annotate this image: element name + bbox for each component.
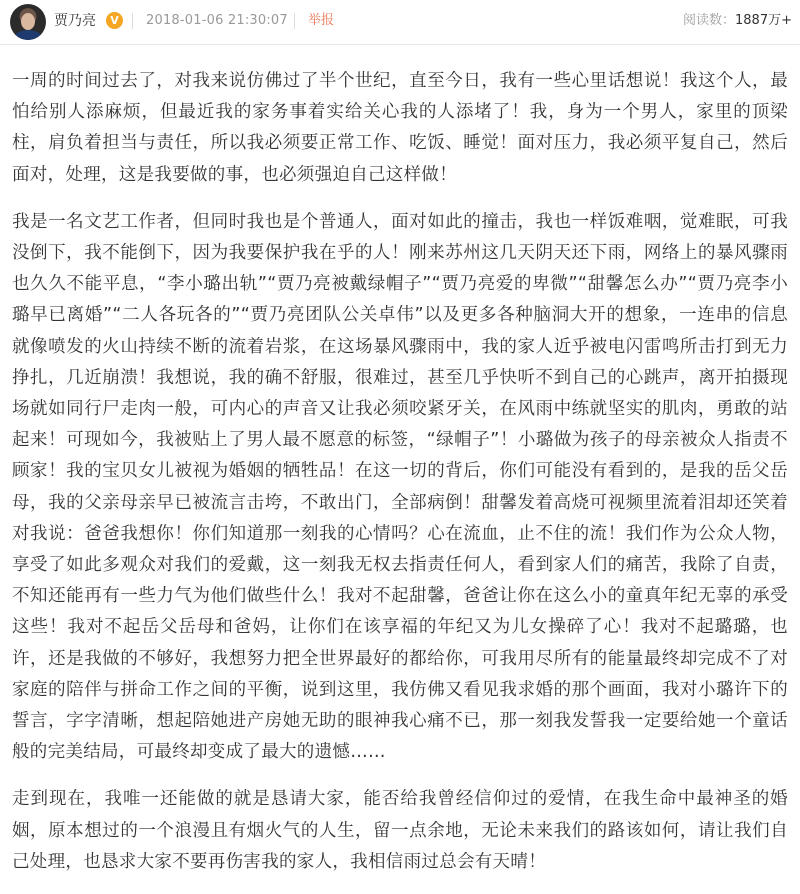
read-count bbox=[683, 11, 792, 31]
report-button[interactable]: 举报 bbox=[308, 13, 335, 28]
post-content bbox=[12, 66, 788, 894]
post-header bbox=[0, 0, 800, 45]
header-divider bbox=[132, 13, 133, 29]
user-avatar[interactable] bbox=[10, 4, 46, 40]
verified-badge-icon: V bbox=[106, 12, 123, 29]
username-link[interactable]: 贾乃亮 bbox=[54, 13, 96, 29]
avatar-body-shape bbox=[14, 30, 42, 40]
post-timestamp: 2018-01-06 21:30:07 bbox=[146, 13, 288, 28]
read-count-label: 阅读数： bbox=[683, 13, 736, 28]
read-count-value: 1887万+ bbox=[735, 13, 792, 28]
post-paragraph: 一周的时间过去了，对我来说仿佛过了半个世纪，直至今日，我有一些心里话想说！我这个人，最怕给别人添麻烦，但最近我的家务事着实给关心我的人添堵了！我，身为一个男人，家里的顶梁柱，肩负着担当与责任，所以我必须要正常工作、吃饭、睡觉！面对压力，我必须平复自己，然后面对，处理，这是我要做的事，也必须强迫自己这样做！ bbox=[12, 71, 788, 185]
post-paragraph: 我是一名文艺工作者，但同时我也是个普通人，面对如此的撞击，我也一样饭难咽，觉难眠，可我没倒下，我不能倒下，因为我要保护我在乎的人！刚来苏州这几天阴天还下雨，网络上的暴风骤雨也久久不能平息，“李小璐出轨”“贾乃亮被戴绿帽子”“贾乃亮爱的卑微”“甜馨怎么办”“贾乃亮李小璐早已离婚”“二人各玩各的”“贾乃亮团队公关卓伟”以及更多各种脑洞大开的想象，一连串的信息就像喷发的火山持续不断的流着岩浆，在这场暴风骤雨中，我的家人近乎被电闪雷鸣所击打到无力挣扎，几近崩溃！我想说，我的确不舒服，很难过，甚至几乎快听不到自己的心跳声，离开拍摄现场就如同行尸走肉一般，可内心的声音又让我必须咬紧牙关，在风雨中练就坚实的肌肉，勇敢的站起来！可现如今，我被贴上了男人最不愿意的标签，“绿帽子”！小璐做为孩子的母亲被众人指责不顾家！我的宝贝女儿被视为婚姻的牺牲品！在这一切的背后，你们可能没有看到的，是我的岳父岳母，我的父亲母亲早已被流言击垮，不敢出门，全部病倒！甜馨发着高烧可视频里流着泪却还笑着对我说：爸爸我想你！你们知道那一刻我的心情吗？心在流血，止不住的流！我们作为公众人物，享受了如此多观众对我们的爱戴，这一刻我无权去指责任何人，看到家人们的痛苦，我除了自责，不知还能再有一些力气为他们做些什么！我对不起甜馨，爸爸让你在这么小的童真年纪无辜的承受这些！我对不起岳父岳母和爸妈，让你们在该享福的年纪又为儿女操碎了心！我对不起璐璐，也许，还是我做的不够好，我想努力把全世界最好的都给你，可我用尽所有的能量最终却完成不了对家庭的陪伴与拼命工作之间的平衡，说到这里，我仿佛又看见我求婚的那个画面，我对小璐许下的誓言，字字清晰，想起陪她进产房她无助的眼神我心痛不已，那一刻我发誓我一定要给她一个童话般的完美结局，可最终却变成了最大的遗憾…… bbox=[12, 211, 788, 763]
header-divider bbox=[294, 13, 295, 29]
post-paragraph: 走到现在，我唯一还能做的就是恳请大家，能否给我曾经信仰过的爱情，在我生命中最神圣的婚姻，原本想过的一个浪漫且有烟火气的人生，留一点余地，无论未来我们的路该如何，请让我们自己处理，也恳求大家不要再伤害我的家人，我相信雨过总会有天晴！ bbox=[12, 789, 788, 872]
avatar-face-shape bbox=[21, 13, 35, 30]
